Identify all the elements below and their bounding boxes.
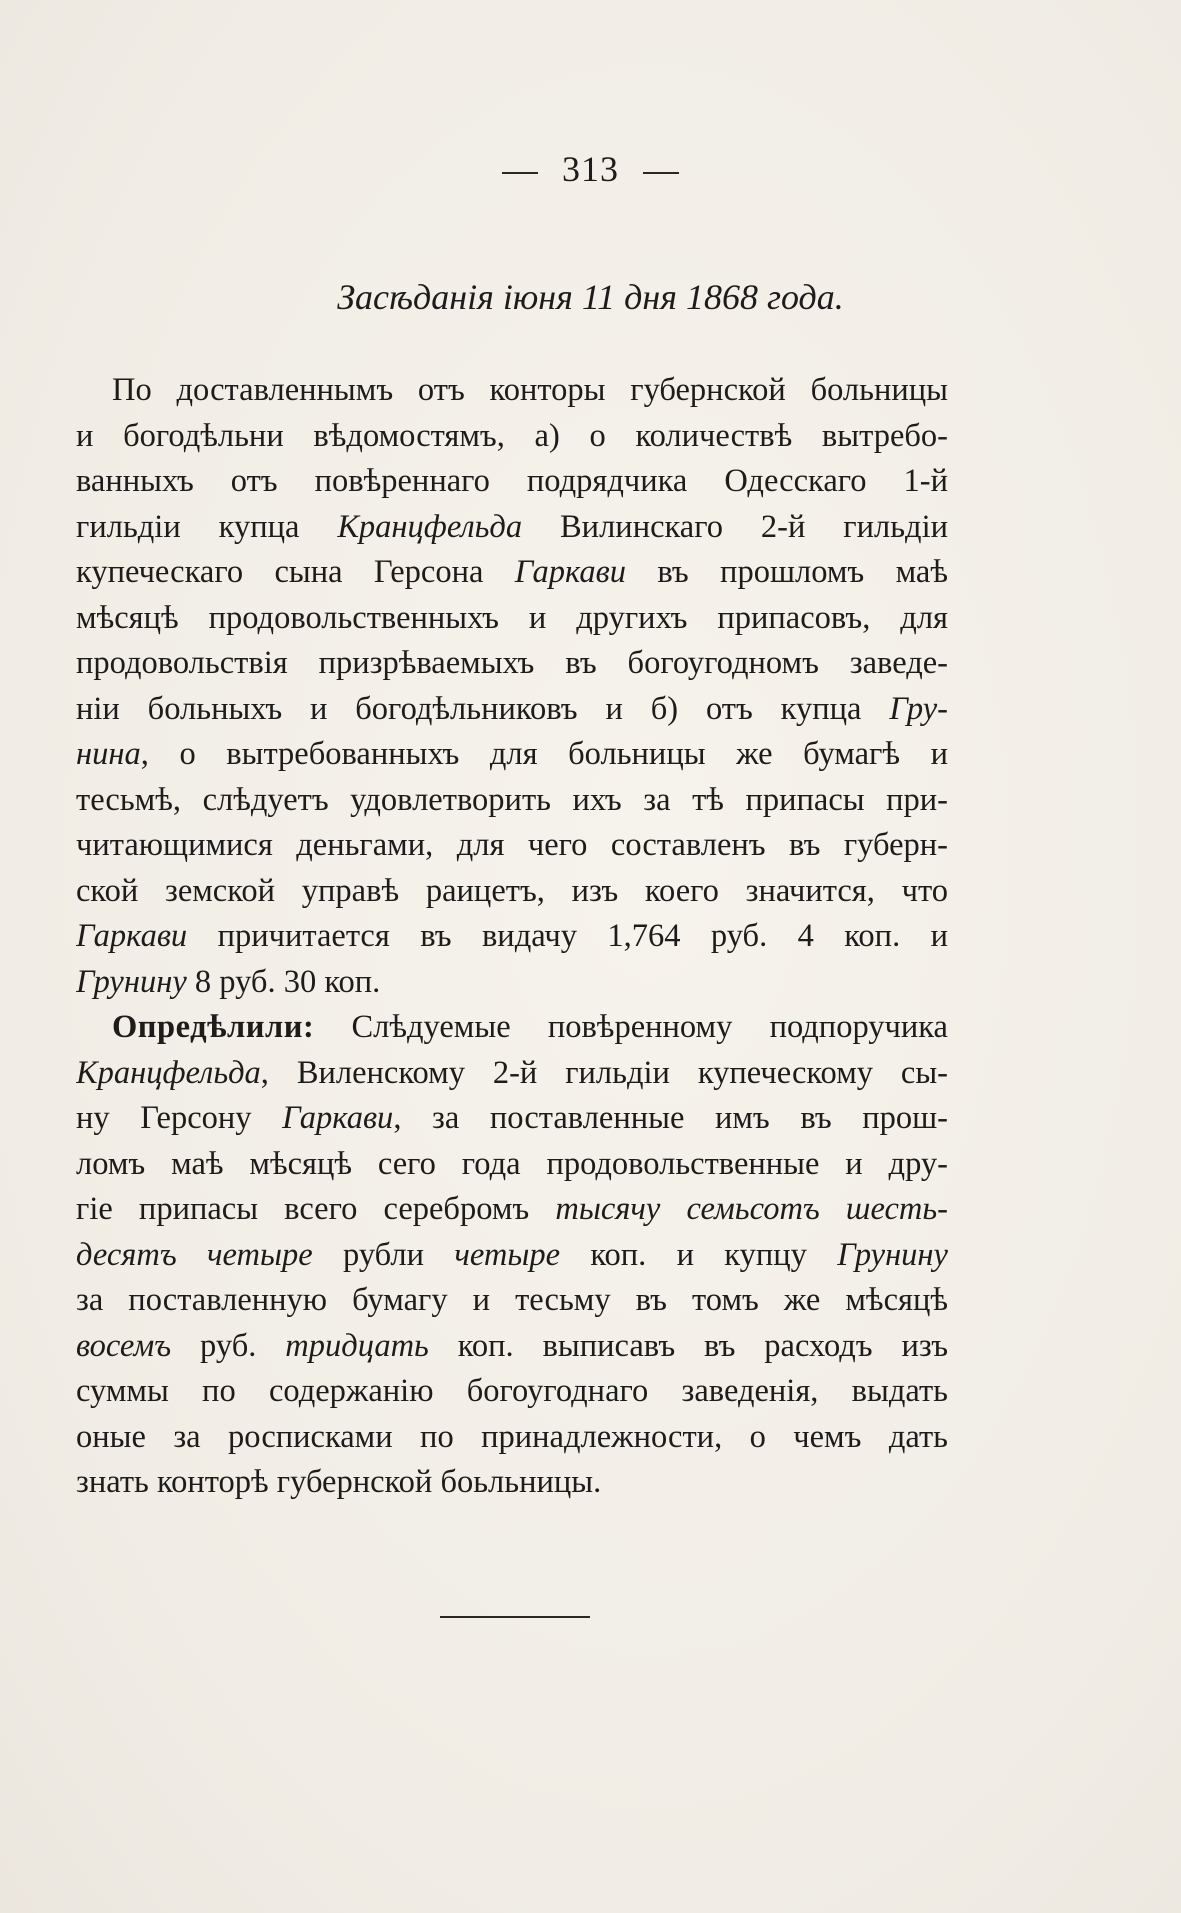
italic-name: Грунину	[76, 963, 187, 1000]
text-line	[76, 550, 948, 596]
text-line	[76, 1233, 948, 1279]
text-line	[76, 1051, 948, 1097]
paragraph-1	[76, 368, 948, 1005]
text-segment: продовольствія призрѣваемыхъ въ богоугодномъ заведе-	[76, 645, 948, 681]
text-segment: 8 руб. 30 коп.	[186, 963, 381, 1000]
italic-name: тысячу семьсотъ шесть-	[555, 1191, 948, 1227]
text-segment: , Виленскому 2-й гильдіи купеческому сы-	[260, 1054, 948, 1091]
text-segment: руб.	[171, 1327, 286, 1364]
text-segment: рубли	[312, 1236, 455, 1273]
text-segment: читающимися деньгами, для чего составленъ въ губерн-	[76, 827, 948, 863]
italic-name: четыре	[454, 1236, 561, 1273]
italic-name: Грунину	[837, 1236, 948, 1273]
italic-name: восемъ	[76, 1327, 172, 1364]
text-line	[76, 1369, 948, 1415]
header-dash-right	[643, 172, 679, 174]
text-segment: коп. выписавъ въ расходъ изъ	[428, 1327, 948, 1364]
italic-name: Кранцфельда	[337, 508, 523, 545]
italic-name: нина	[76, 736, 141, 772]
text-segment: ломъ маѣ мѣсяцѣ сего года продовольственные и дру-	[76, 1145, 948, 1182]
italic-name: Гаркави	[514, 554, 626, 590]
text-line	[76, 960, 948, 1006]
text-segment: въ прошломъ маѣ	[625, 554, 948, 590]
text-line	[76, 1005, 948, 1051]
text-segment: за поставленную бумагу и тесьму въ томъ же мѣсяцѣ	[76, 1282, 948, 1318]
text-segment: гильдіи купца	[76, 508, 338, 545]
text-line	[76, 778, 948, 824]
text-segment: Слѣдуемые повѣренному подпоручика	[314, 1009, 948, 1045]
text-line	[76, 1324, 948, 1370]
section-title: Засѣданія іюня 11 дня 1868 года.	[337, 277, 844, 317]
text-line	[76, 732, 948, 778]
text-line	[76, 641, 948, 687]
italic-name: Гаркави	[76, 918, 188, 954]
text-segment: ну Герсону	[76, 1100, 283, 1136]
text-line	[76, 1460, 948, 1506]
text-line	[76, 414, 948, 460]
text-segment: причитается въ видачу 1,764 руб. 4 коп. и	[187, 918, 948, 954]
text-line	[76, 368, 948, 414]
text-segment: мѣсяцѣ продовольственныхъ и другихъ припасовъ, для	[76, 599, 948, 636]
text-segment: Вилинскаго 2-й гильдіи	[522, 508, 948, 545]
text-line	[76, 1187, 948, 1233]
text-line	[76, 869, 948, 915]
text-segment: По доставленнымъ отъ конторы губернской больницы	[112, 372, 948, 408]
text-segment: тесьмѣ, слѣдуетъ удовлетворить ихъ за тѣ припасы при-	[76, 781, 948, 818]
closing-rule	[440, 1616, 590, 1618]
text-line	[76, 459, 948, 505]
header-dash-left	[502, 172, 538, 174]
text-segment: коп. и купцу	[560, 1236, 838, 1273]
text-segment: и богодѣльни вѣдомостямъ, а) о количествѣ вытребо-	[76, 417, 948, 454]
text-line	[76, 505, 948, 551]
text-segment: ской земской управѣ раицетъ, изъ коего значится, что	[76, 872, 948, 909]
text-line	[76, 687, 948, 733]
text-line	[76, 823, 948, 869]
text-segment: купеческаго сына Герсона	[76, 554, 515, 590]
italic-name: Гру-	[889, 690, 948, 727]
page-number: 313	[562, 149, 619, 189]
italic-name: Кранцфельда	[76, 1054, 261, 1091]
text-segment: ніи больныхъ и богодѣльниковъ и б) отъ купца	[76, 690, 890, 727]
text-segment: , за поставленные имъ въ прош-	[393, 1100, 948, 1136]
text-line	[76, 596, 948, 642]
italic-name: тридцать	[285, 1327, 429, 1364]
italic-name: Гаркави	[282, 1100, 394, 1136]
text-segment: , о вытребованныхъ для больницы же бумагѣ и	[140, 736, 948, 772]
page-header	[0, 148, 1181, 190]
text-segment: суммы по содержанію богоугоднаго заведенія, выдать	[76, 1373, 948, 1409]
body-text	[76, 368, 948, 1506]
text-segment: ванныхъ отъ повѣреннаго подрядчика Одесскаго 1-й	[76, 463, 948, 499]
text-line	[76, 1278, 948, 1324]
text-segment: гіе припасы всего серебромъ	[76, 1191, 556, 1227]
italic-name: десятъ четыре	[76, 1236, 313, 1273]
paragraph-2	[76, 1005, 948, 1506]
text-line	[76, 1142, 948, 1188]
resolution-label: Опредѣлили:	[112, 1009, 315, 1045]
text-segment: оные за росписками по принадлежности, о чемъ дать	[76, 1418, 948, 1455]
text-line	[76, 1096, 948, 1142]
text-line	[76, 1415, 948, 1461]
text-line	[76, 914, 948, 960]
text-segment: знать конторѣ губернской боьльницы.	[76, 1464, 602, 1500]
